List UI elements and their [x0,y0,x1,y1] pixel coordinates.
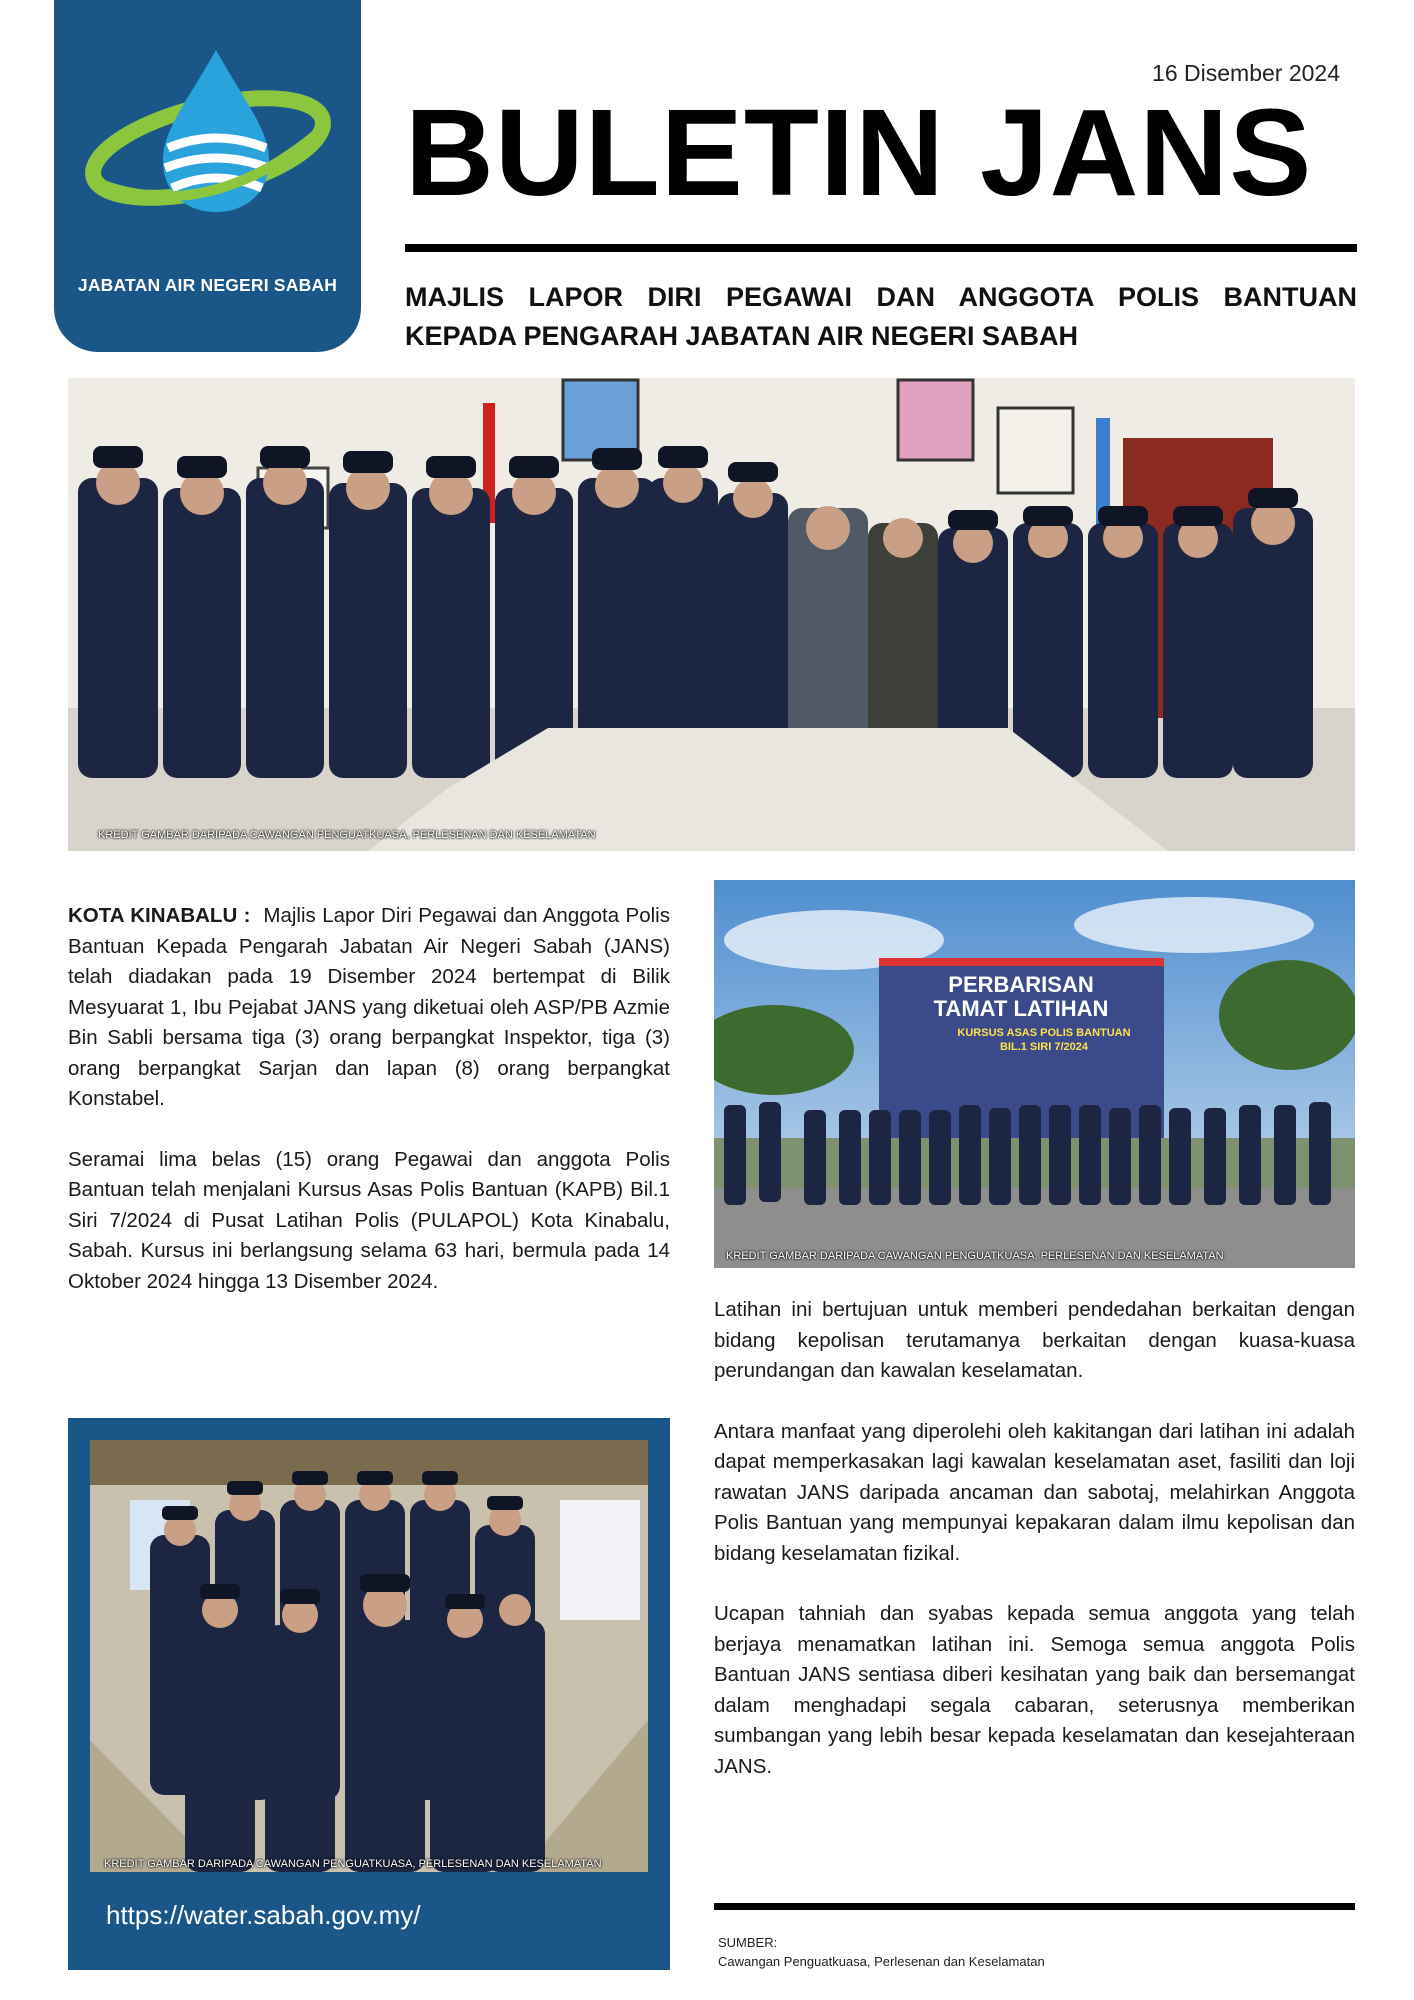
group-photo-illustration [68,378,1355,851]
title-divider [405,244,1357,252]
article-paragraph-5: Ucapan tahniah dan syabas kepada semua anggota yang telah berjaya menamatkan latihan ini. Semoga semua anggota Polis Bantuan JANS sentiasa diberi kesihatan yang baik dan bersemangat dalam menghadapi segala cabaran, seterusnya memberikan sumbangan yang lebih besar kepada keselamatan dan kesejahteraan JANS. [714,1602,1355,1778]
page-title: BULETIN JANS [405,85,1313,222]
article-paragraph-1-body: Majlis Lapor Diri Pegawai dan Anggota Polis Bantuan Kepada Pengarah Jabatan Air Negeri Sabah (JANS) telah diadakan pada 19 Disember 2024 bertempat di Bilik Mesyuarat 1, Ibu Pejabat JANS yang diketuai oleh ASP/PB Azmie Bin Sabli bersama tiga (3) orang berpangkat Inspektor, tiga (3) orang berpangkat Sarjan dan lapan (8) orang berpangkat Konstabel. [68,904,670,1110]
banner-line-1: PERBARISAN [948,972,1094,997]
photo-credit: KREDIT GAMBAR DARIPADA CAWANGAN PENGUATKUASA, PERLESENAN DAN KESELAMATAN [726,1250,1224,1262]
parade-photo-illustration [714,880,1355,1268]
headline-line-2: KEPADA PENGARAH JABATAN AIR NEGERI SABAH [405,321,1079,351]
source-label: SUMBER: [718,1935,778,1950]
article-paragraph-4: Antara manfaat yang diperolehi oleh kakitangan dari latihan ini adalah dapat memperkasakan lagi kawalan keselamatan aset, fasiliti dan loji rawatan JANS daripada ancaman dan sabotaj, melahirkan Anggota Polis Bantuan yang mempunyai kepakaran dalam ilmu kepolisan dan bidang keselamatan fizikal. [714,1419,1355,1565]
source-note [718,1933,1045,1971]
photo-box [68,1418,670,1970]
banner-line-2: TAMAT LATIHAN [933,996,1109,1021]
logo-panel [54,0,361,352]
website-link[interactable]: https://water.sabah.gov.my/ [106,1900,421,1930]
photo-credit: KREDIT GAMBAR DARIPADA CAWANGAN PENGUATKUASA, PERLESENAN DAN KESELAMATAN [98,829,596,841]
parade-photo [714,880,1355,1268]
article-paragraph-1 [68,901,670,1115]
banner-line-3: KURSUS ASAS POLIS BANTUAN [957,1027,1131,1039]
article-left-column [68,901,670,1327]
headline [405,278,1357,356]
article-paragraph-2: Seramai lima belas (15) orang Pegawai dan anggota Polis Bantuan telah menjalani Kursus Asas Polis Bantuan (KAPB) Bil.1 Siri 7/2024 di Pusat Latihan Polis (PULAPOL) Kota Kinabalu, Sabah. Kursus ini berlangsung selama 63 hari, bermula pada 14 Oktober 2024 hingga 13 Disember 2024. [68,1147,670,1293]
salute-photo [90,1440,648,1872]
article-paragraph-3: Latihan ini bertujuan untuk memberi pendedahan berkaitan dengan bidang kepolisan terutamanya berkaitan dengan kuasa-kuasa perundangan dan kawalan keselamatan. [714,1298,1355,1382]
banner-line-4: BIL.1 SIRI 7/2024 [999,1041,1089,1053]
salute-photo-illustration [90,1440,648,1872]
source-text: Cawangan Penguatkuasa, Perlesenan dan Keselamatan [718,1954,1045,1969]
article-right-column [714,1295,1355,1812]
org-name: JABATAN AIR NEGERI SABAH [77,275,338,295]
headline-line-1: MAJLIS LAPOR DIRI PEGAWAI DAN ANGGOTA POLIS BANTUAN [405,282,1357,312]
main-photo [68,378,1355,851]
publication-date: 16 Disember 2024 [1152,60,1340,86]
footer-divider [714,1903,1355,1910]
dateline: KOTA KINABALU : [68,904,251,927]
photo-credit: KREDIT GAMBAR DARIPADA CAWANGAN PENGUATKUASA, PERLESENAN DAN KESELAMATAN [104,1858,602,1870]
jans-logo-icon [68,30,348,230]
